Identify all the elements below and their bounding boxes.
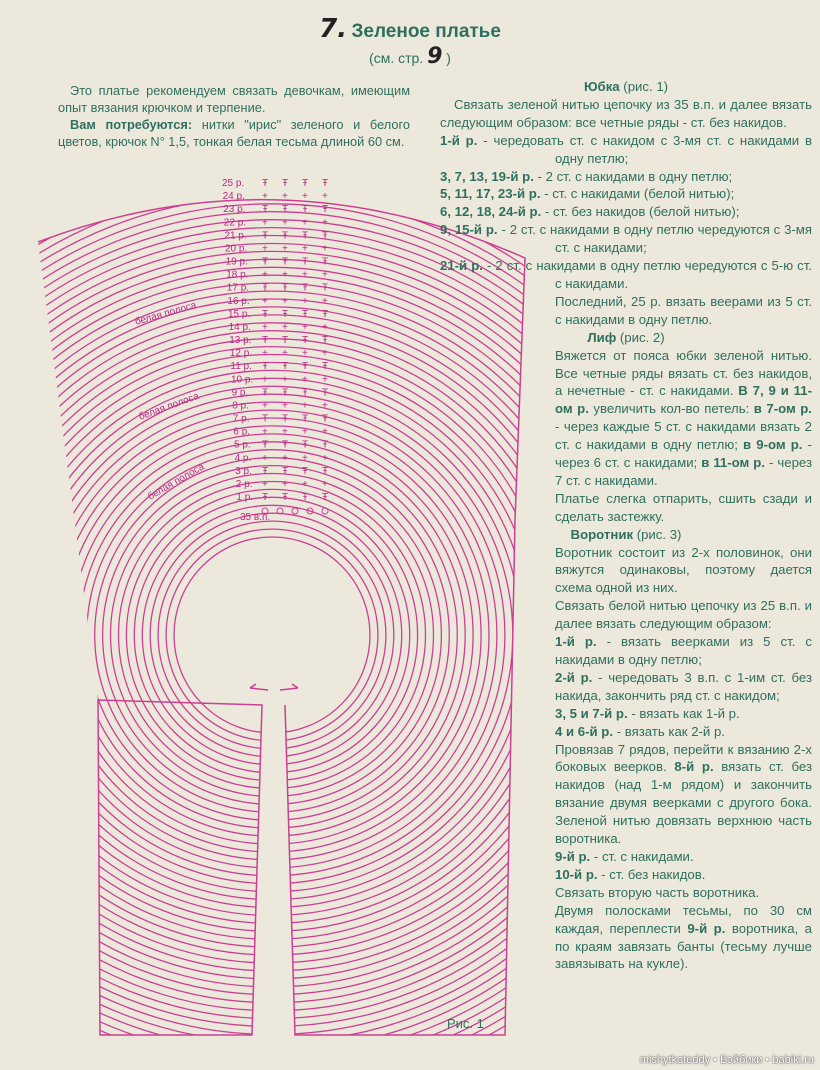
stitch-symbol: + <box>322 191 328 203</box>
stitch-symbol: Ŧ <box>262 387 269 399</box>
stitch-symbol: + <box>322 243 328 255</box>
row-label: 8 р. <box>232 400 249 412</box>
stitch-symbol: + <box>262 321 268 333</box>
collar-ribbon: Двумя полосками тесьмы, по 30 см каждая, переплести 9-й р. воротника, а по краям завязать банты (тесьму лучше завязывать на кукле). <box>555 902 813 972</box>
row-label: 21 р. <box>224 230 247 242</box>
stitch-symbol: Ŧ <box>322 308 329 320</box>
row-label: 13 р. <box>229 335 252 346</box>
stripe-label: белая полоса <box>137 390 201 423</box>
stitch-symbol: + <box>262 478 268 490</box>
ring-line <box>134 497 409 772</box>
stitch-symbol: + <box>262 217 268 229</box>
stitch-symbol: + <box>262 191 268 203</box>
stitch-symbol: Ŧ <box>322 335 329 346</box>
row-label: 1 р. <box>236 492 254 503</box>
stitch-symbol: + <box>282 374 288 386</box>
collar-row-2: 2-й р. - чередовать 3 в.п. с 1-им ст. без накида, закончить ряд ст. с накидом; <box>555 669 812 703</box>
stitch-symbol: Ŧ <box>322 230 329 242</box>
stitch-symbol: + <box>262 426 268 438</box>
stitch-symbol: + <box>302 452 308 464</box>
collar-second: Связать вторую часть воротника. <box>555 884 760 900</box>
stitch-symbol: + <box>302 269 308 281</box>
row-label: 11 р. <box>230 361 252 373</box>
stitch-symbol: + <box>322 374 328 386</box>
ring-line <box>103 466 442 805</box>
chain-label: 35 в.п. <box>240 512 271 523</box>
stitch-symbol: + <box>302 374 308 386</box>
skirt-row-4: 6, 12, 18, 24-й р. - ст. без накидов (белой нитью); <box>440 204 740 220</box>
row-label: 16 р. <box>227 295 250 307</box>
stitch-symbol: + <box>282 478 288 490</box>
stitch-symbol: Ŧ <box>282 230 289 242</box>
stitch-symbol: + <box>322 217 328 229</box>
skirt-intro: Связать зеленой нитью цепочку из 35 в.п. и далее вязать следующим образом: все четные ряды - ст. без накидов. <box>440 96 812 130</box>
stitch-symbol: Ŧ <box>262 308 269 320</box>
stitch-symbol: + <box>282 243 288 255</box>
materials-text: нитки "ирис" зеленого и белого цветов, крючок N° 1,5, тонкая белая тесьма длиной 60 см. <box>58 117 410 149</box>
row-label: 15 р. <box>228 308 251 320</box>
stitch-symbol: + <box>282 191 288 203</box>
collar-heading: Воротник (рис. 3) <box>570 526 682 542</box>
stitch-symbol: Ŧ <box>322 361 329 373</box>
page-title: Зеленое платье <box>351 21 501 42</box>
handwritten-number: 7. <box>319 14 348 44</box>
stitch-symbol: Ŧ <box>282 282 289 294</box>
stitch-symbol: Ŧ <box>282 204 289 216</box>
row-label: 3 р. <box>235 465 252 477</box>
collar-row-1: 1-й р. - вязать веерками из 5 ст. с накидами в одну петлю; <box>555 634 812 667</box>
stitch-symbol: Ŧ <box>282 256 289 268</box>
stitch-symbol: + <box>322 452 328 464</box>
stitch-symbol: + <box>282 295 288 307</box>
stitch-symbol: + <box>322 348 328 360</box>
chain-stitch <box>322 508 328 514</box>
stitch-symbol: + <box>282 269 288 281</box>
stitch-symbol: Ŧ <box>282 465 289 477</box>
watermark: mishytkateddy • Бэйбики • babiki.ru <box>639 1054 814 1066</box>
row-label: 22 р. <box>223 217 247 229</box>
stitch-symbol: Ŧ <box>302 361 309 373</box>
collar-row-4: 4 и 6-й р. - вязать как 2-й р. <box>555 723 725 739</box>
stitch-symbol: Ŧ <box>322 387 329 399</box>
stitch-symbol: Ŧ <box>302 282 309 294</box>
stitch-symbol: + <box>282 452 288 464</box>
skirt-row-5: 9, 15-й р. - 2 ст. с накидами в одну петлю чередуются с 3-мя ст. с накидами; <box>440 222 813 256</box>
ring-line <box>39 402 505 868</box>
stitch-symbol: Ŧ <box>262 492 269 503</box>
instructions-column <box>440 78 812 973</box>
stitch-symbol: Ŧ <box>322 204 329 216</box>
ring-line <box>79 439 465 828</box>
ring-line <box>47 410 497 860</box>
stitch-symbol: + <box>262 348 268 360</box>
stitch-symbol: Ŧ <box>282 335 289 346</box>
stitch-symbol: + <box>282 217 288 229</box>
bodice-heading: Лиф (рис. 2) <box>587 329 665 345</box>
row-label: 6 р. <box>233 426 251 438</box>
page-ref-suffix: ) <box>446 50 451 66</box>
stitch-symbol: Ŧ <box>322 492 329 503</box>
stitch-symbol: + <box>282 426 288 438</box>
stitch-symbol: + <box>262 452 268 464</box>
materials-label: Вам потребуются: <box>70 117 193 132</box>
stitch-symbol: Ŧ <box>302 413 309 425</box>
waist-arrow-right <box>280 684 298 690</box>
skirt-row-2: 3, 7, 13, 19-й р. - 2 ст. с накидами в одну петлю; <box>440 168 733 184</box>
ring-line <box>111 474 434 797</box>
row-label: 19 р. <box>225 256 248 268</box>
stitch-symbol: + <box>322 478 328 490</box>
stitch-symbol: Ŧ <box>262 230 269 242</box>
ring-line <box>150 513 394 757</box>
stitch-symbol: + <box>302 243 308 255</box>
stitch-symbol: Ŧ <box>302 387 309 399</box>
stitch-symbol: + <box>302 400 308 412</box>
stitch-symbol: + <box>302 217 308 229</box>
stitch-symbol: Ŧ <box>282 308 289 320</box>
stitch-symbol: + <box>322 321 328 333</box>
stitch-symbol: + <box>262 374 268 386</box>
stitch-symbol: Ŧ <box>302 308 309 320</box>
row-label: 24 р. <box>222 191 245 203</box>
stitch-symbol: Ŧ <box>302 256 309 268</box>
diagram-row-labels <box>222 178 253 503</box>
stitch-symbol: Ŧ <box>282 492 289 503</box>
chain-stitch <box>292 508 298 514</box>
stitch-symbol: Ŧ <box>322 178 329 189</box>
stitch-symbol: Ŧ <box>262 465 269 477</box>
stitch-symbol: Ŧ <box>282 413 289 425</box>
stripe-label: белая полоса <box>133 299 198 328</box>
stitch-symbol: Ŧ <box>262 282 269 294</box>
stitch-symbol: Ŧ <box>262 178 269 189</box>
collar-row-3: 3, 5 и 7-й р. - вязать как 1-й р. <box>555 705 740 721</box>
stripe-label: белая полоса <box>146 461 207 503</box>
stitch-symbol: Ŧ <box>302 492 309 503</box>
stitch-symbol: Ŧ <box>302 178 309 189</box>
intro-text: Это платье рекомендуем связать девочкам, имеющим опыт вязания крючком и терпение. <box>58 83 410 115</box>
stitch-symbol: Ŧ <box>282 439 289 451</box>
stitch-symbol: + <box>282 400 288 412</box>
stitch-symbol: + <box>322 295 328 307</box>
stitch-symbol: + <box>322 269 328 281</box>
stitch-symbol: + <box>302 478 308 490</box>
row-label: 17 р. <box>226 282 250 294</box>
ring-line <box>142 505 401 764</box>
collar-intro: Воротник состоит из 2-х половинок, они вяжутся одинаковы, поэтому дается схема одной из них. <box>555 544 812 596</box>
ring-line <box>126 489 417 780</box>
figure-label: Рис. 1 <box>447 1016 484 1031</box>
row-label: 10 р. <box>231 374 254 386</box>
stitch-symbol: Ŧ <box>262 361 269 373</box>
ring-line <box>55 418 489 852</box>
row-label: 14 р. <box>228 321 251 333</box>
stitch-symbol: + <box>322 426 328 438</box>
page-ref-prefix: (см. стр. <box>369 50 424 66</box>
ring-line <box>95 458 450 813</box>
stitch-symbol: Ŧ <box>322 439 329 451</box>
collar-chain: Связать белой нитью цепочку из 25 в.п. и далее вязать следующим образом: <box>555 598 812 632</box>
skirt-heading: Юбка (рис. 1) <box>583 79 669 94</box>
stitch-symbol: Ŧ <box>322 256 329 268</box>
stitch-symbol: Ŧ <box>282 178 289 189</box>
row-label: 20 р. <box>225 243 248 255</box>
skirt-row-6: 21-й р. - 2 ст. с накидами в одну петлю чередуются с 5-ю ст. с накидами. <box>440 258 812 291</box>
row-label: 7 р. <box>232 413 250 425</box>
bodice-text: Вяжется от пояса юбки зеленой нитью. Все четные ряды вязать ст. без накидов, а нечетные - ст. с накидами. В 7, 9 и 11-ом р. увеличить кол-во петель: в 7-ом р. - через каждые 5 ст. с накидами вязать 2 ст. с накидами в одну петлю; в 9-ом р. - через 6 ст. с накидами; в 11-ом р. - через 7 ст. с накидами. <box>555 347 812 488</box>
stitch-symbol: + <box>302 295 308 307</box>
stitch-symbol: Ŧ <box>322 282 329 294</box>
row-label: 9 р. <box>231 387 249 399</box>
collar-row-9: 9-й р. - ст. с накидами. <box>555 848 694 864</box>
row-label: 12 р. <box>229 348 253 360</box>
row-label: 2 р. <box>235 478 253 490</box>
skirt-last-row: Последний, 25 р. вязать веерами из 5 ст. с накидами в одну петлю. <box>555 293 812 327</box>
row-label: 25 р. <box>222 178 245 189</box>
stitch-symbol: + <box>302 321 308 333</box>
stitch-symbol: Ŧ <box>322 413 329 425</box>
row-label: 23 р. <box>223 204 246 216</box>
stitch-symbol: + <box>282 348 288 360</box>
handwritten-page-number: 9 <box>427 44 443 69</box>
stitch-symbol: Ŧ <box>322 465 329 477</box>
stitch-symbol: + <box>302 191 308 203</box>
stitch-symbol: Ŧ <box>302 335 309 346</box>
stitch-symbol: + <box>262 295 268 307</box>
stitch-symbol: + <box>322 400 328 412</box>
ring-line <box>63 426 481 844</box>
stitch-symbol: + <box>302 348 308 360</box>
stitch-symbol: + <box>282 321 288 333</box>
stitch-symbol: Ŧ <box>262 335 269 346</box>
stitch-symbol: Ŧ <box>262 256 269 268</box>
stitch-symbol: Ŧ <box>262 204 269 216</box>
row-label: 18 р. <box>226 269 249 281</box>
ring-line <box>119 482 426 789</box>
stitch-symbol: + <box>262 269 268 281</box>
stitch-symbol: Ŧ <box>262 439 269 451</box>
collar-paragraph: Провязав 7 рядов, перейти к вязанию 2-х боковых веерков. 8-й р. вязать ст. без накидов (над 1-м рядом) и закончить вязание двумя веерками с другого бока. Зеленой нитью довязать верхнюю часть воротника. <box>555 741 813 847</box>
ring-line <box>71 434 473 836</box>
skirt-row-3: 5, 11, 17, 23-й р. - ст. с накидами (белой нитью); <box>440 186 735 202</box>
stitch-symbol: Ŧ <box>262 413 269 425</box>
ring-line <box>166 529 378 741</box>
stitch-symbol: + <box>302 426 308 438</box>
stitch-symbol: Ŧ <box>302 204 309 216</box>
stitch-symbol: Ŧ <box>302 465 309 477</box>
row-label: 5 р. <box>234 439 251 451</box>
stitch-symbol: Ŧ <box>302 439 309 451</box>
stitch-symbol: Ŧ <box>282 387 289 399</box>
stitch-symbol: Ŧ <box>282 361 289 373</box>
stitch-symbol: Ŧ <box>302 230 309 242</box>
waist-arrow-left <box>250 684 268 690</box>
stitch-symbol: + <box>262 400 268 412</box>
stitch-symbol: + <box>262 243 268 255</box>
ring-line <box>158 521 386 749</box>
skirt-row-1: 1-й р. - чередовать ст. с накидом с 3-мя ст. с накидами в одну петлю; <box>440 132 812 166</box>
collar-row-10: 10-й р. - ст. без накидов. <box>555 866 706 882</box>
bodice-finish: Платье слегка отпарить, сшить сзади и сделать застежку. <box>555 490 812 524</box>
row-label: 4 р. <box>234 452 252 464</box>
